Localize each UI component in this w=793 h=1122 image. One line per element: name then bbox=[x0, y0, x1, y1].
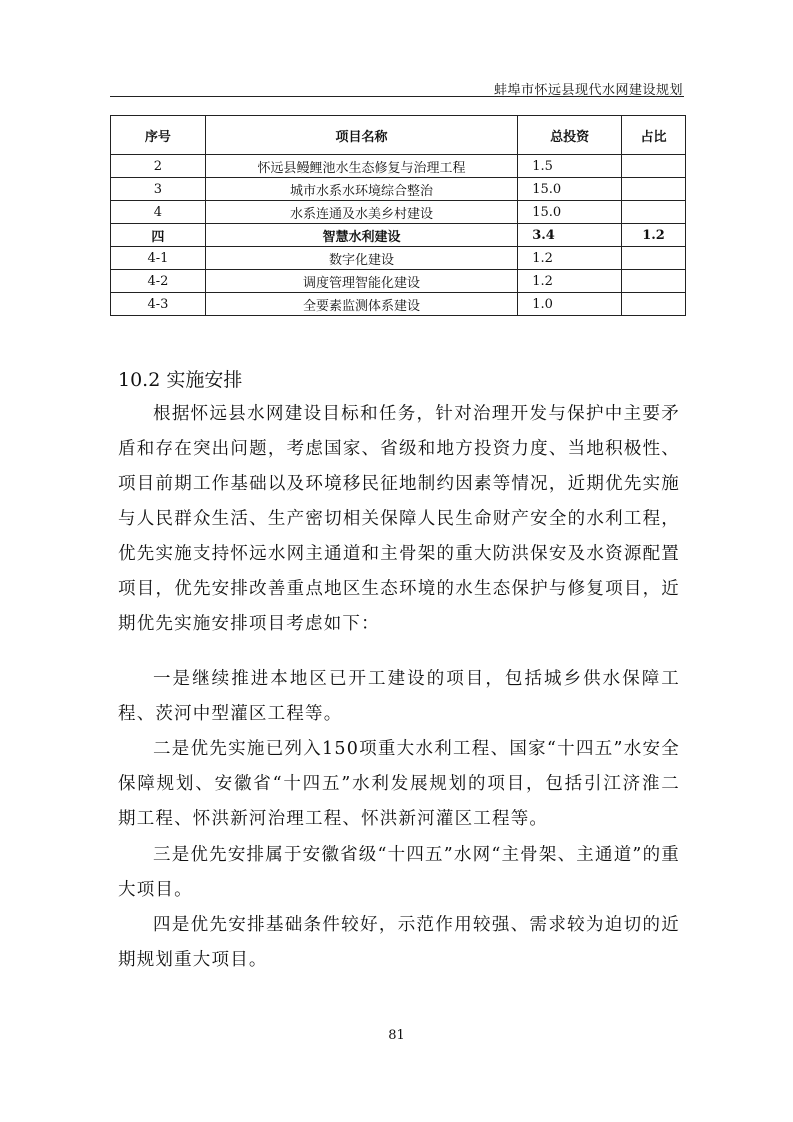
cell-no: 4-1 bbox=[111, 247, 206, 270]
table-row bbox=[111, 270, 686, 293]
cell-name: 水系连通及水美乡村建设 bbox=[205, 201, 517, 224]
body-paragraph: 三是优先安排属于安徽省级“十四五”水网“主骨架、主通道”的重大项目。 bbox=[118, 845, 680, 900]
cell-no: 4-3 bbox=[111, 293, 206, 316]
cell-ratio bbox=[622, 201, 686, 224]
cell-ratio bbox=[622, 178, 686, 201]
cell-invest: 15.0 bbox=[518, 178, 622, 201]
col-header-name: 项目名称 bbox=[205, 116, 517, 155]
section-heading: 10.2 实施安排 bbox=[118, 369, 243, 391]
table-row bbox=[111, 201, 686, 224]
table-row-category bbox=[111, 224, 686, 247]
cell-ratio bbox=[622, 247, 686, 270]
cell-ratio bbox=[622, 293, 686, 316]
cell-no: 四 bbox=[111, 224, 206, 247]
col-header-invest: 总投资 bbox=[518, 116, 622, 155]
table-row bbox=[111, 293, 686, 316]
cell-no: 3 bbox=[111, 178, 206, 201]
cell-invest: 1.2 bbox=[518, 270, 622, 293]
cell-name: 怀远县鳗鲤池水生态修复与治理工程 bbox=[205, 155, 517, 178]
table-row bbox=[111, 155, 686, 178]
cell-invest: 15.0 bbox=[518, 201, 622, 224]
col-header-ratio: 占比 bbox=[622, 116, 686, 155]
table-header-row bbox=[111, 116, 686, 155]
cell-name: 城市水系水环境综合整治 bbox=[205, 178, 517, 201]
cell-invest: 3.4 bbox=[518, 224, 622, 247]
cell-ratio: 1.2 bbox=[622, 224, 686, 247]
header-rule bbox=[110, 96, 684, 97]
body-paragraph: 二是优先实施已列入150项重大水利工程、国家“十四五”水安全保障规划、安徽省“十四五”水利发展规划的项目，包括引江济淮二期工程、怀洪新河治理工程、怀洪新河灌区工程等。 bbox=[118, 739, 680, 829]
cell-no: 4-2 bbox=[111, 270, 206, 293]
cell-ratio bbox=[622, 155, 686, 178]
investment-table bbox=[110, 115, 686, 316]
cell-name: 调度管理智能化建设 bbox=[205, 270, 517, 293]
table-row bbox=[111, 178, 686, 201]
cell-name: 智慧水利建设 bbox=[205, 224, 517, 247]
cell-ratio bbox=[622, 270, 686, 293]
running-header: 蚌埠市怀远县现代水网建设规划 bbox=[493, 83, 683, 98]
body-paragraph: 四是优先安排基础条件较好，示范作用较强、需求较为迫切的近期规划重大项目。 bbox=[118, 915, 680, 970]
cell-no: 4 bbox=[111, 201, 206, 224]
cell-name: 数字化建设 bbox=[205, 247, 517, 270]
cell-invest: 1.0 bbox=[518, 293, 622, 316]
body-paragraph: 根据怀远县水网建设目标和任务，针对治理开发与保护中主要矛盾和存在突出问题，考虑国家、省级和地方投资力度、当地积极性、项目前期工作基础以及环境移民征地制约因素等情况，近期优先实施与人民群众生活、生产密切相关保障人民生命财产安全的水利工程，优先实施支持怀远水网主通道和主骨架的重大防洪保安及水资源配置项目，优先安排改善重点地区生态环境的水生态保护与修复项目，近期优先实施安排项目考虑如下： bbox=[118, 404, 680, 634]
cell-name: 全要素监测体系建设 bbox=[205, 293, 517, 316]
table-row bbox=[111, 247, 686, 270]
body-paragraph: 一是继续推进本地区已开工建设的项目，包括城乡供水保障工程、茨河中型灌区工程等。 bbox=[118, 669, 680, 724]
page-number: 81 bbox=[388, 1028, 405, 1043]
cell-invest: 1.5 bbox=[518, 155, 622, 178]
cell-invest: 1.2 bbox=[518, 247, 622, 270]
col-header-no: 序号 bbox=[111, 116, 206, 155]
cell-no: 2 bbox=[111, 155, 206, 178]
